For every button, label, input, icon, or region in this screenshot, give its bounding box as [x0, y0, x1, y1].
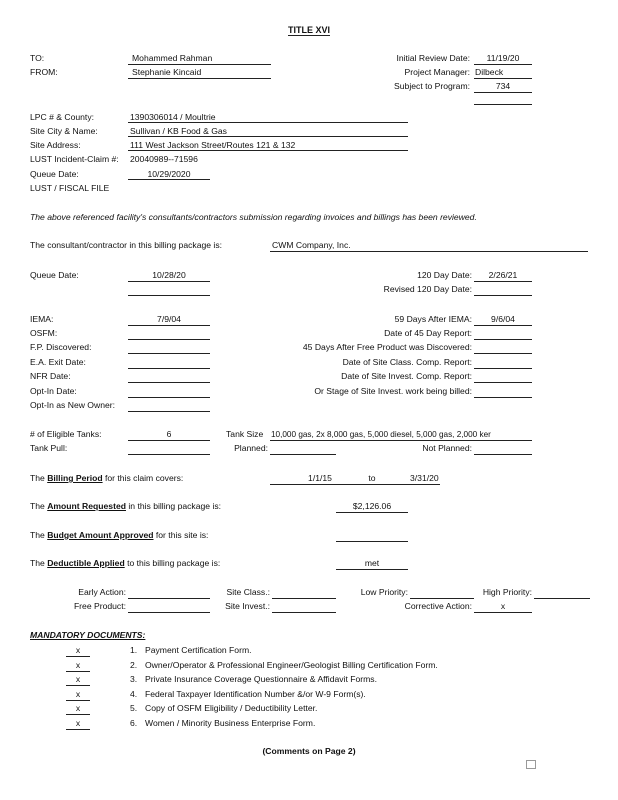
document-mark: x [75, 660, 81, 670]
document-text: Women / Minority Business Enterprise Form. [145, 718, 316, 728]
ea-line [128, 368, 210, 369]
optin-label: Opt-In Date: [30, 386, 77, 396]
eligible-tanks-value: 6 [166, 429, 172, 439]
subject-program-value: 734 [495, 81, 511, 91]
queue-date-value: 10/29/2020 [147, 169, 191, 179]
day120-label: 120 Day Date: [417, 270, 472, 280]
nfr-label: NFR Date: [30, 371, 71, 381]
document-text: Federal Taxpayer Identification Number &/or W-9 Form(s). [145, 689, 366, 699]
site-address-label: Site Address: [30, 140, 81, 150]
site-class-report-label: Date of Site Class. Comp. Report: [342, 357, 472, 367]
deductible-value: met [364, 558, 380, 568]
fp45-label: 45 Days After Free Product was Discovered: [302, 342, 472, 352]
budget-term: Budget Amount Approved [47, 530, 154, 540]
site-city-value: Sullivan / KB Food & Gas [130, 126, 227, 136]
initial-review-value: 11/19/20 [486, 53, 520, 63]
site-address-line [128, 150, 408, 151]
planned-line [270, 454, 336, 455]
tank-pull-line [128, 454, 210, 455]
early-action-label: Early Action: [78, 587, 126, 597]
site-class-label: Site Class.: [226, 587, 270, 597]
document-mark-line [66, 700, 90, 701]
tank-size-value: 10,000 gas, 2x 8,000 gas, 5,000 diesel, 5,000 gas, 2,000 ker [271, 430, 491, 439]
corrective-action-line [474, 612, 532, 613]
day120-line [474, 281, 532, 282]
queue-date2-label: Queue Date: [30, 270, 79, 280]
document-text: Owner/Operator & Professional Engineer/Geologist Billing Certification Form. [145, 660, 438, 670]
deductible-term: Deductible Applied [47, 558, 125, 568]
document-mark-line [66, 671, 90, 672]
tank-pull-label: Tank Pull: [30, 443, 68, 453]
project-manager-label: Project Manager: [404, 67, 470, 77]
site-invest-report-line [474, 382, 532, 383]
scan-mark-icon [526, 760, 536, 769]
queue-date2-value: 10/28/20 [152, 270, 186, 280]
iema-line [128, 325, 210, 326]
queue-date2-line-2 [128, 295, 210, 296]
amount-label: The Amount Requested in this billing package is: [30, 501, 222, 511]
title-underline [288, 35, 330, 36]
free-product-line [128, 612, 210, 613]
iema-value: 7/9/04 [157, 314, 181, 324]
deductible-line [336, 569, 408, 570]
to-label: TO: [30, 53, 45, 63]
amount-value: $2,126.06 [352, 501, 392, 511]
document-mark-line [66, 714, 90, 715]
lust-fiscal-label: LUST / FISCAL FILE [30, 183, 110, 193]
queue-date2-line [128, 281, 210, 282]
days59-label: 59 Days After IEMA: [394, 314, 472, 324]
low-priority-label: Low Priority: [360, 587, 408, 597]
early-action-line [128, 598, 210, 599]
comments-note: (Comments on Page 2) [262, 746, 356, 756]
project-manager-line [474, 78, 532, 79]
high-priority-line [534, 598, 590, 599]
document-number: 4. [130, 689, 138, 699]
site-address-value: 111 West Jackson Street/Routes 121 & 132 [130, 140, 296, 150]
day120-value: 2/26/21 [488, 270, 518, 280]
project-manager-value: Dilbeck [475, 67, 504, 77]
document-number: 1. [130, 645, 138, 655]
site-city-line [128, 136, 408, 137]
tank-size-label: Tank Size [226, 429, 264, 439]
billing-from-value: 1/1/15 [308, 473, 332, 483]
high-priority-label: High Priority: [482, 587, 532, 597]
days59-line [474, 325, 532, 326]
fp-line [128, 353, 210, 354]
document-number: 3. [130, 674, 138, 684]
not-planned-line [474, 454, 532, 455]
page-title: TITLE XVI [287, 25, 330, 35]
tank-size-line [270, 440, 532, 441]
from-line [128, 78, 271, 79]
stage-line [474, 397, 532, 398]
site-invest-line [272, 612, 336, 613]
fp-label: F.P. Discovered: [30, 342, 92, 352]
ea-label: E.A. Exit Date: [30, 357, 86, 367]
budget-line [336, 541, 408, 542]
document-text: Copy of OSFM Eligibility / Deductibility Letter. [145, 703, 318, 713]
from-label: FROM: [30, 67, 58, 77]
stage-label: Or Stage of Site Invest. work being billed: [314, 386, 472, 396]
queue-date-line [128, 179, 210, 180]
document-text: Payment Certification Form. [145, 645, 252, 655]
to-value: Mohammed Rahman [132, 53, 213, 63]
subject-program-label: Subject to Program: [394, 81, 470, 91]
lpc-value: 1390306014 / Moultrie [130, 112, 216, 122]
planned-label: Planned: [234, 443, 268, 453]
lpc-label: LPC # & County: [30, 112, 95, 122]
amount-term: Amount Requested [47, 501, 126, 511]
optin-owner-label: Opt-In as New Owner: [30, 400, 116, 410]
billing-period-line [270, 484, 440, 485]
corrective-action-label: Corrective Action: [404, 601, 472, 611]
document-mark-line [66, 656, 90, 657]
document-mark: x [75, 718, 81, 728]
document-text: Private Insurance Coverage Questionnaire & Affidavit Forms. [145, 674, 377, 684]
document-mark-line [66, 685, 90, 686]
consultant-value: CWM Company, Inc. [272, 240, 351, 250]
document-number: 2. [130, 660, 138, 670]
revised120-line [474, 295, 532, 296]
optin-line [128, 397, 210, 398]
to-line [128, 64, 271, 65]
day45-label: Date of 45 Day Report: [384, 328, 472, 338]
billing-period-term: Billing Period [47, 473, 103, 483]
days59-value: 9/6/04 [491, 314, 515, 324]
subject-program-line [474, 92, 532, 93]
consultant-label: The consultant/contractor in this billing package is: [30, 240, 223, 250]
billing-period-label: The Billing Period for this claim covers: [30, 473, 184, 483]
revised120-label: Revised 120 Day Date: [383, 284, 472, 294]
document-mark: x [75, 689, 81, 699]
from-value: Stephanie Kincaid [132, 67, 202, 77]
free-product-label: Free Product: [73, 601, 126, 611]
day45-line [474, 339, 532, 340]
mandatory-heading: MANDATORY DOCUMENTS: [30, 630, 146, 640]
not-planned-label: Not Planned: [422, 443, 472, 453]
document-mark-line [66, 729, 90, 730]
lpc-line [128, 122, 408, 123]
billing-to-word: to [368, 473, 376, 483]
lust-incident-value: 20040989--71596 [130, 154, 198, 164]
site-city-label: Site City & Name: [30, 126, 98, 136]
nfr-line [128, 382, 210, 383]
initial-review-label: Initial Review Date: [396, 53, 470, 63]
osfm-label: OSFM: [30, 328, 58, 338]
reviewed-statement: The above referenced facility's consultants/contractors submission regarding invoices and billings has been reviewed. [30, 212, 477, 222]
lust-incident-label: LUST Incident-Claim #: [30, 154, 119, 164]
billing-to-value: 3/31/20 [410, 473, 439, 483]
initial-review-line [474, 64, 532, 65]
consultant-line [270, 251, 588, 252]
optin-owner-line [128, 411, 210, 412]
subject-program-line-2 [474, 104, 532, 105]
document-mark: x [75, 645, 81, 655]
amount-line [336, 512, 408, 513]
site-class-line [272, 598, 336, 599]
eligible-tanks-label: # of Eligible Tanks: [30, 429, 102, 439]
document-number: 6. [130, 718, 138, 728]
document-mark: x [75, 674, 81, 684]
low-priority-line [410, 598, 474, 599]
site-invest-report-label: Date of Site Invest. Comp. Report: [341, 371, 472, 381]
budget-label: The Budget Amount Approved for this site is: [30, 530, 209, 540]
fp45-line [474, 353, 532, 354]
iema-label: IEMA: [30, 314, 54, 324]
deductible-label: The Deductible Applied to this billing package is: [30, 558, 221, 568]
document-mark: x [75, 703, 81, 713]
eligible-tanks-line [128, 440, 210, 441]
site-invest-label: Site Invest.: [225, 601, 270, 611]
queue-date-label: Queue Date: [30, 169, 79, 179]
document-number: 5. [130, 703, 138, 713]
corrective-action-value: x [500, 601, 506, 611]
site-class-report-line [474, 368, 532, 369]
osfm-line [128, 339, 210, 340]
